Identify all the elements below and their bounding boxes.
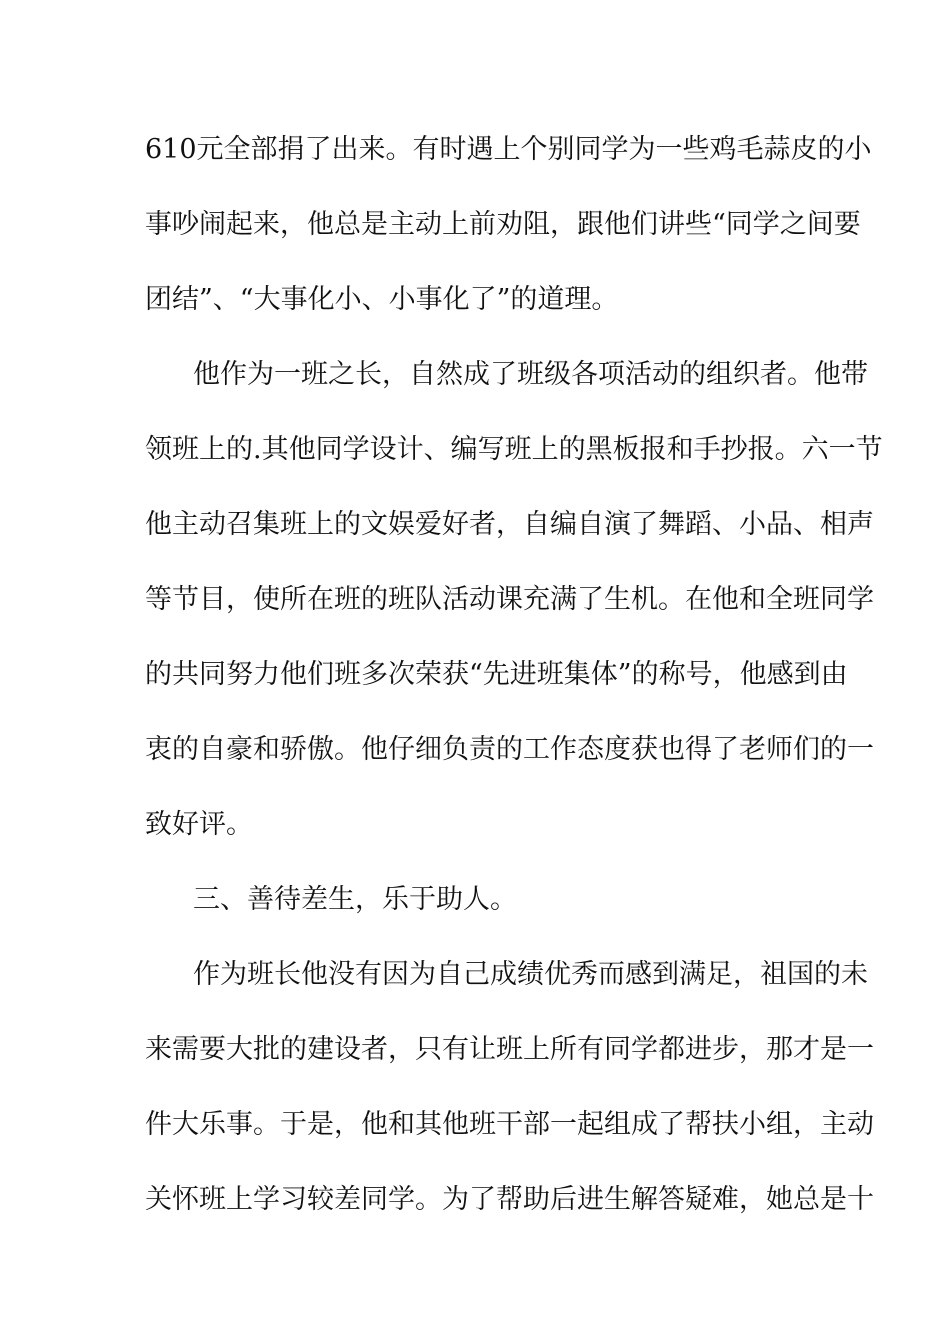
text-line-5: 领班上的.其他同学设计、编写班上的黑板报和手抄报。六一节 bbox=[145, 434, 883, 465]
text-line-3: 团结”、“大事化小、小事化了”的道理。 bbox=[145, 284, 619, 315]
text-line-12: 作为班长他没有因为自己成绩优秀而感到满足，祖国的未 bbox=[193, 959, 868, 990]
text-line-15: 关怀班上学习较差同学。为了帮助后进生解答疑难，她总是十 bbox=[145, 1184, 874, 1215]
text-line-6: 他主动召集班上的文娱爱好者，自编自演了舞蹈、小品、相声 bbox=[145, 509, 874, 540]
text-line-8: 的共同努力他们班多次荣获“先进班集体”的称号，他感到由 bbox=[145, 659, 848, 690]
text-line-14: 件大乐事。于是，他和其他班干部一起组成了帮扶小组，主动 bbox=[145, 1109, 874, 1140]
text-line-4: 他作为一班之长，自然成了班级各项活动的组织者。他带 bbox=[193, 359, 868, 390]
text-line-7: 等节目，使所在班的班队活动课充满了生机。在他和全班同学 bbox=[145, 584, 874, 615]
text-line-1: 610元全部捐了出来。有时遇上个别同学为一些鸡毛蒜皮的小 bbox=[145, 134, 872, 165]
section-heading: 三、善待差生，乐于助人。 bbox=[193, 884, 517, 915]
text-line-10: 致好评。 bbox=[145, 809, 253, 840]
text-line-13: 来需要大批的建设者，只有让班上所有同学都进步，那才是一 bbox=[145, 1034, 874, 1065]
text-line-2: 事吵闹起来，他总是主动上前劝阻，跟他们讲些“同学之间要 bbox=[145, 209, 861, 240]
text-line-9: 衷的自豪和骄傲。他仔细负责的工作态度获也得了老师们的一 bbox=[145, 734, 874, 765]
